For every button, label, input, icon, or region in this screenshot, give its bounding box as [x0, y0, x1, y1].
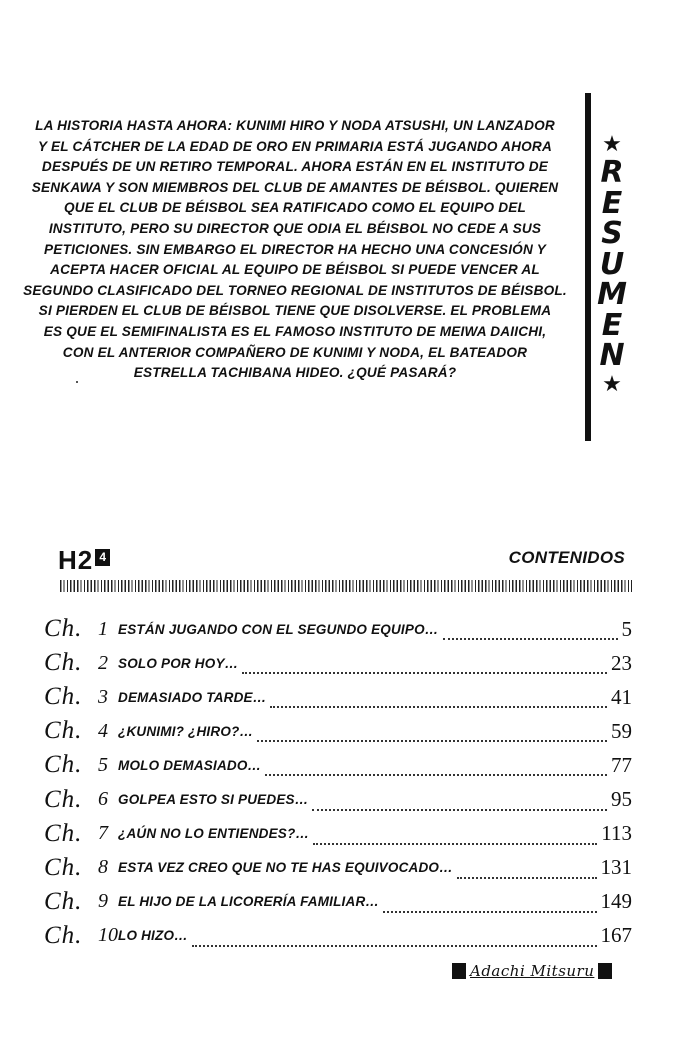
- page-number: 59: [611, 718, 632, 743]
- chapter-number: 6: [98, 788, 108, 811]
- dot-leader: [457, 857, 597, 879]
- dot-leader: [257, 720, 607, 742]
- chapter-label: Ch.: [44, 819, 83, 847]
- page-number: 113: [601, 821, 632, 846]
- chapter-title: EL HIJO DE LA LICORERÍA FAMILIAR…: [118, 894, 380, 910]
- dot-leader: [313, 823, 597, 845]
- resumen-letter: E: [601, 185, 623, 221]
- chapter-label: Ch.: [44, 751, 83, 779]
- chapter-title: ¿KUNIMI? ¿HIRO?…: [118, 723, 254, 739]
- header-ruler: [60, 580, 632, 592]
- black-square-icon: [452, 963, 466, 979]
- chapter-label: Ch.: [44, 887, 83, 915]
- toc-row[interactable]: [44, 680, 632, 714]
- table-of-contents: [44, 612, 632, 953]
- dot-leader: [270, 686, 607, 708]
- chapter-label: Ch.: [44, 615, 83, 643]
- page-number: 77: [611, 752, 632, 777]
- page-number: 131: [600, 855, 632, 880]
- summary-text: [8, 116, 582, 384]
- summary-line: DESPUÉS DE UN RETIRO TEMPORAL. AHORA ESTÁN EN EL INSTITUTO DE: [41, 159, 549, 175]
- chapter-title: LO HIZO…: [118, 928, 188, 944]
- summary-line: INSTITUTO, PERO SU DIRECTOR QUE ODIA EL BÉISBOL NO CEDE A SUS: [48, 220, 542, 236]
- chapter-title: DEMASIADO TARDE…: [118, 689, 267, 705]
- resumen-letter: S: [601, 216, 623, 251]
- resumen-letter: E: [601, 307, 623, 343]
- summary-line: SEGUNDO CLASIFICADO DEL TORNEO REGIONAL DE INSTITUTOS DE BÉISBOL.: [23, 282, 567, 298]
- chapter-label: Ch.: [44, 853, 83, 881]
- page-number: 95: [611, 787, 632, 812]
- chapter-title: SOLO POR HOY…: [118, 655, 239, 671]
- dot-leader: [265, 754, 607, 776]
- chapter-label: Ch.: [44, 921, 83, 949]
- summary-line: Y EL CÁTCHER DE LA EDAD DE ORO EN PRIMARIA ESTÁ JUGANDO AHORA: [38, 138, 552, 154]
- star-icon: ★: [602, 132, 622, 157]
- chapter-title: ¿AÚN NO LO ENTIENDES?…: [118, 826, 310, 842]
- page-number: 23: [611, 650, 632, 675]
- series-logo: [58, 545, 110, 575]
- chapter-number: 3: [98, 685, 108, 708]
- black-square-icon: [598, 963, 612, 979]
- toc-row[interactable]: [44, 885, 632, 919]
- summary-line: PETICIONES. SIN EMBARGO EL DIRECTOR HA HECHO UNA CONCESIÓN Y: [44, 241, 546, 257]
- chapter-number: 2: [98, 651, 108, 674]
- chapter-number: 9: [98, 890, 108, 913]
- author-name: Adachi Mitsuru: [470, 962, 595, 980]
- summary-line: CON EL ANTERIOR COMPAÑERO DE KUNIMI Y NODA, EL BATEADOR: [62, 344, 528, 360]
- chapter-number: 5: [98, 753, 108, 776]
- summary-line: SENKAWA Y SON MIEMBROS DEL CLUB DE AMANTES DE BÉISBOL. QUIEREN: [31, 179, 559, 195]
- summary-line: SI PIERDEN EL CLUB DE BÉISBOL TIENE QUE DISOLVERSE. EL PROBLEMA: [38, 303, 552, 319]
- page-number: 167: [600, 923, 632, 948]
- chapter-number: 8: [98, 856, 108, 879]
- chapter-label: Ch.: [44, 717, 83, 745]
- chapter-number: 7: [98, 822, 108, 845]
- dot-leader: [242, 652, 607, 674]
- toc-row[interactable]: [44, 782, 632, 816]
- chapter-title: ESTÁN JUGANDO CON EL SEGUNDO EQUIPO…: [118, 621, 439, 637]
- stray-mark: [76, 381, 78, 383]
- chapter-label: Ch.: [44, 785, 83, 813]
- chapter-label: Ch.: [44, 649, 83, 677]
- toc-row[interactable]: [44, 612, 632, 646]
- page-number: 41: [611, 684, 632, 709]
- contents-title: CONTENIDOS: [508, 548, 625, 567]
- toc-row[interactable]: [44, 748, 632, 782]
- toc-row[interactable]: [44, 851, 632, 885]
- resumen-letter: N: [599, 338, 625, 373]
- page-number: 5: [621, 616, 632, 641]
- volume-badge: 4: [95, 549, 110, 566]
- dot-leader: [312, 789, 607, 811]
- resumen-letter: R: [600, 155, 624, 190]
- series-title: H2: [58, 544, 94, 575]
- resumen-letter: U: [599, 246, 625, 282]
- dot-leader: [443, 618, 618, 640]
- summary-line: QUE EL CLUB DE BÉISBOL SEA RATIFICADO COMO EL EQUIPO DEL: [63, 200, 527, 216]
- chapter-number: 4: [98, 719, 108, 742]
- chapter-number: 10: [98, 924, 118, 947]
- chapter-label: Ch.: [44, 683, 83, 711]
- toc-row[interactable]: [44, 817, 632, 851]
- chapter-title: GOLPEA ESTO SI PUEDES…: [118, 792, 309, 808]
- toc-row[interactable]: [44, 646, 632, 680]
- resumen-letter: M: [597, 277, 627, 312]
- summary-divider: [585, 93, 591, 441]
- summary-line: LA HISTORIA HASTA AHORA: KUNIMI HIRO Y NODA ATSUSHI, UN LANZADOR: [35, 118, 555, 133]
- toc-row[interactable]: [44, 919, 632, 953]
- summary-line: ESTRELLA TACHIBANA HIDEO. ¿QUÉ PASARÁ?: [133, 365, 457, 381]
- chapter-title: ESTA VEZ CREO QUE NO TE HAS EQUIVOCADO…: [118, 860, 453, 876]
- page-number: 149: [600, 889, 632, 914]
- dot-leader: [192, 925, 597, 947]
- summary-line: ACEPTA HACER OFICIAL AL EQUIPO DE BÉISBOL SI PUEDE VENCER AL: [50, 262, 540, 278]
- dot-leader: [383, 891, 596, 913]
- chapter-number: 1: [98, 617, 108, 640]
- chapter-title: MOLO DEMASIADO…: [118, 757, 262, 773]
- star-icon: ★: [602, 371, 622, 397]
- resumen-side-title: [595, 132, 629, 398]
- summary-line: ES QUE EL SEMIFINALISTA ES EL FAMOSO INSTITUTO DE MEIWA DAIICHI,: [43, 323, 547, 339]
- author-signature: [452, 962, 612, 980]
- toc-row[interactable]: [44, 714, 632, 748]
